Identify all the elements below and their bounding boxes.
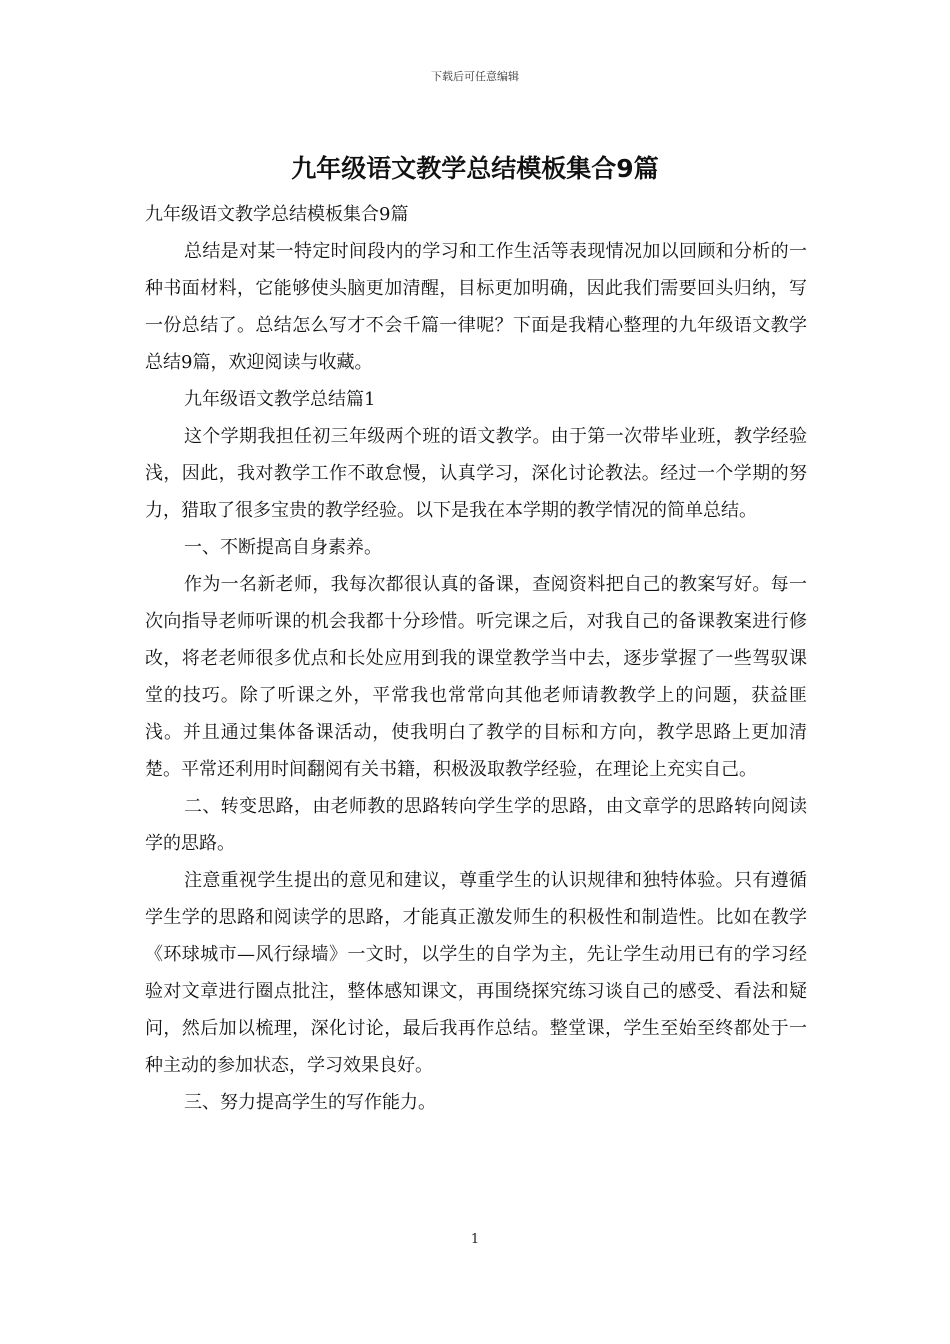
document-title: 九年级语文教学总结模板集合9篇 [291,154,659,183]
page-number: 1 [470,1232,480,1247]
document-body [145,196,807,1121]
point-heading-1: 一、不断提高自身素养。 [184,537,382,558]
body-paragraph: 注意重视学生提出的意见和建议，尊重学生的认识规律和独特体验。只有遵循学生学的思路和阅读学的思路，才能真正激发师生的积极性和制造性。比如在教学《环球城市—风行绿墙》一文时，以学生的自学为主，先让学生动用已有的学习经验对文章进行圈点批注，整体感知课文，再围绕探究练习谈自己的感受、看法和疑问，然后加以梳理，深化讨论，最后我再作总结。整堂课，学生至始至终都处于一种主动的参加状态，学习效果良好。 [145,870,807,1076]
page-header-note: 下载后可任意编辑 [431,70,519,83]
section-heading-part-1: 九年级语文教学总结篇1 [184,389,376,410]
intro-paragraph: 总结是对某一特定时间段内的学习和工作生活等表现情况加以回顾和分析的一种书面材料，它能够使头脑更加清醒，目标更加明确，因此我们需要回头归纳，写一份总结了。总结怎么写才不会千篇一律呢？下面是我精心整理的九年级语文教学总结9篇，欢迎阅读与收藏。 [145,241,807,373]
body-paragraph: 作为一名新老师，我每次都很认真的备课，查阅资料把自己的教案写好。每一次向指导老师听课的机会我都十分珍惜。听完课之后，对我自己的备课教案进行修改，将老老师很多优点和长处应用到我的课堂教学当中去，逐步掌握了一些驾驭课堂的技巧。除了听课之外，平常我也常常向其他老师请教教学上的问题，获益匪浅。并且通过集体备课活动，使我明白了教学的目标和方向，教学思路上更加清楚。平常还利用时间翻阅有关书籍，积极汲取教学经验，在理论上充实自己。 [145,574,807,780]
point-heading-2: 二、转变思路，由老师教的思路转向学生学的思路，由文章学的思路转向阅读学的思路。 [145,796,807,854]
subtitle-paragraph: 九年级语文教学总结模板集合9篇 [145,204,409,225]
body-paragraph: 这个学期我担任初三年级两个班的语文教学。由于第一次带毕业班，教学经验浅，因此，我对教学工作不敢怠慢，认真学习，深化讨论教法。经过一个学期的努力，猎取了很多宝贵的教学经验。以下是我在本学期的教学情况的简单总结。 [145,426,807,521]
point-heading-3: 三、努力提高学生的写作能力。 [184,1092,436,1113]
